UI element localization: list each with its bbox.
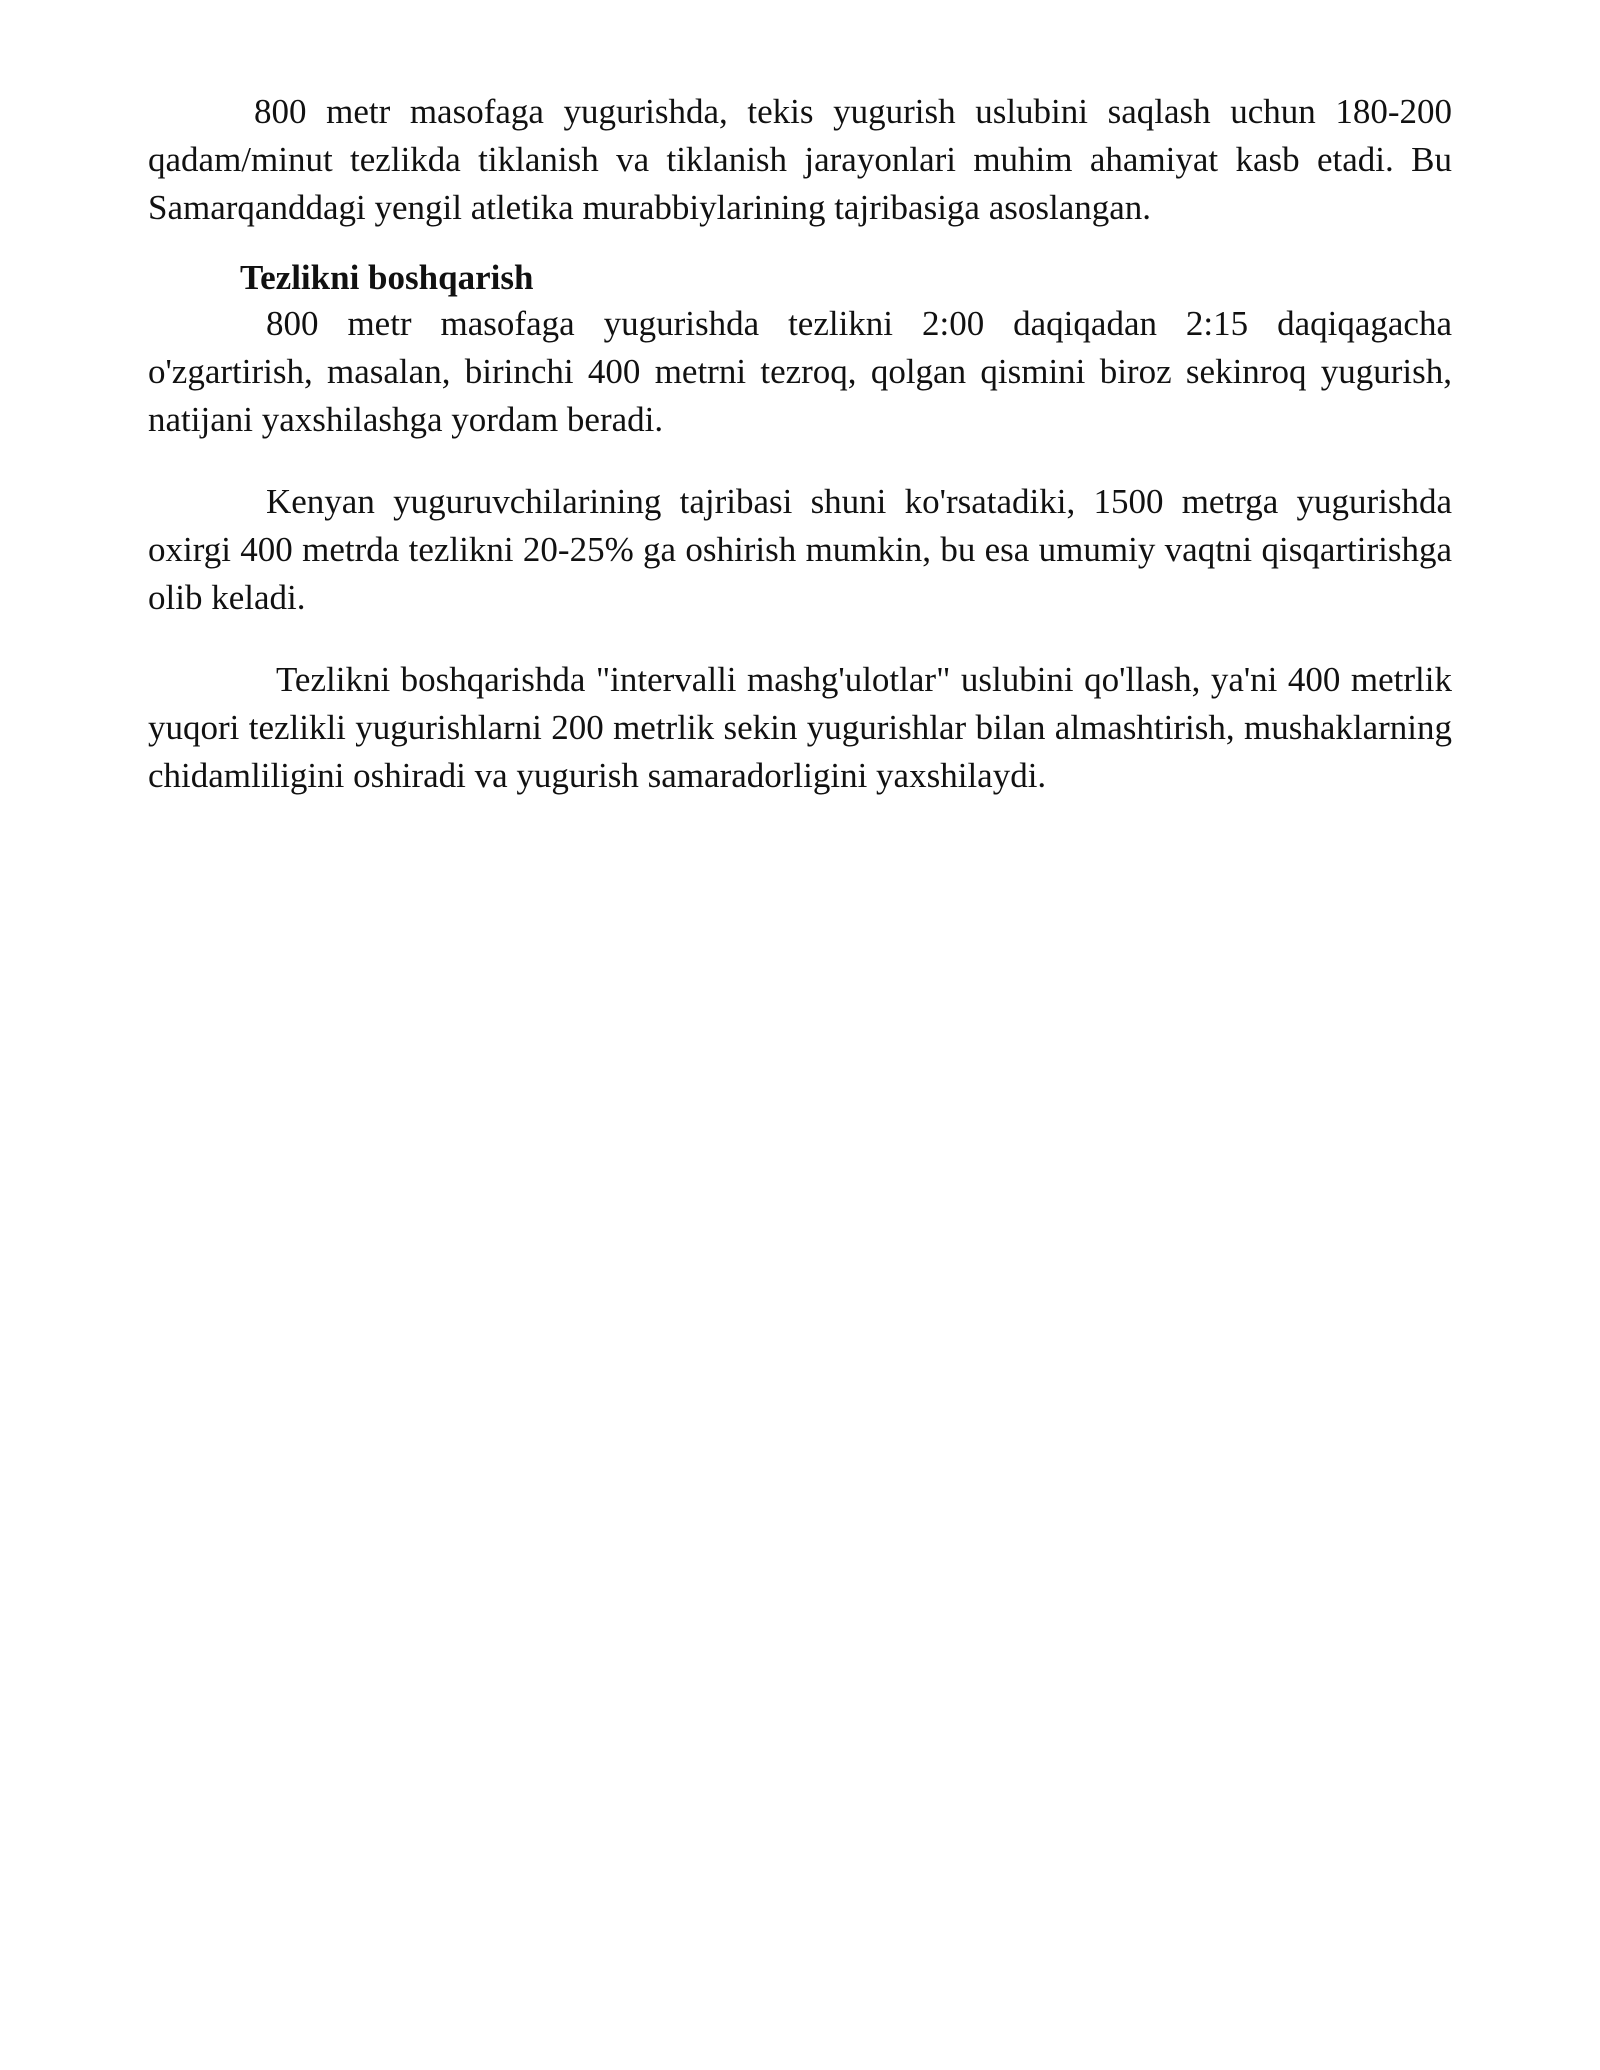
- document-page: [148, 88, 1452, 800]
- section-heading: Tezlikni boshqarish: [240, 258, 534, 297]
- kenyan-experience-paragraph: Kenyan yuguruvchilarining tajribasi shuni ko'rsatadiki, 1500 metrga yugurishda oxirgi 400 metrda tezlikni 20-25% ga oshirish mumkin, bu esa umumiy vaqtni qisqartirishga olib keladi.: [148, 482, 1452, 617]
- intro-paragraph: 800 metr masofaga yugurishda, tekis yugurish uslubini saqlash uchun 180-200 qadam/minut tezlikda tiklanish va tiklanish jarayonlari muhim ahamiyat kasb etadi. Bu Samarqanddagi yengil atletika murabbiylarining tajribasiga asoslangan.: [148, 92, 1452, 227]
- pace-change-paragraph: 800 metr masofaga yugurishda tezlikni 2:00 daqiqadan 2:15 daqiqagacha o'zgartirish, masalan, birinchi 400 metrni tezroq, qolgan qismini biroz sekinroq yugurish, natijani yaxshilashga yordam beradi.: [148, 304, 1452, 439]
- interval-training-paragraph: Tezlikni boshqarishda "intervalli mashg'ulotlar" uslubini qo'llash, ya'ni 400 metrlik yuqori tezlikli yugurishlarni 200 metrlik sekin yugurishlar bilan almashtirish, mushaklarning chidamliligini oshiradi va yugurish samaradorligini yaxshilaydi.: [148, 660, 1452, 795]
